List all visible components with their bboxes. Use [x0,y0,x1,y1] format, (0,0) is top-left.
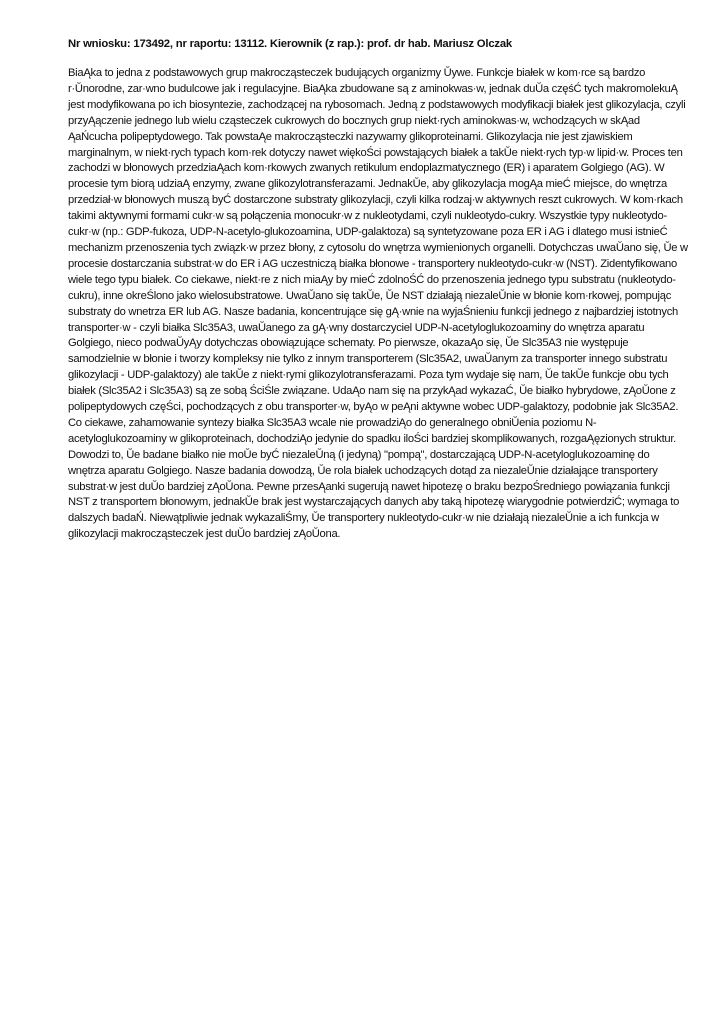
report-header: Nr wniosku: 173492, nr raportu: 13112. Kierownik (z rap.): prof. dr hab. Mariusz Olczak [68,38,513,50]
abstract-paragraph: BiaĄka to jedna z podstawowych grup makrocząsteczek budujących organizmy Ŭywe. Funkcje białek w kom·rce są bardzo r·Ŭnorodne, zar·wno budulcowe jak i regulacyjne. BiaĄka zbudowane są z aminokwas·w, jednak duŬa częśĆ tych makromolekuĄ jest modyfikowana po ich biosyntezie, zachodzącej na rybosomach. Jedną z podstawowych modyfikacji białek jest glikozylacja, czyli przyĄączenie jednego lub wielu cząsteczek cukrowych do bocznych grup niekt·rych aminokwas·w, wchodzących w skĄad ĄaŃcucha polipeptydowego. Tak powstaĄe makrocząsteczki nazywamy glikoproteinami. Glikozylacja nie jest zjawiskiem marginalnym, w niekt·rych typach kom·rek dotyczy nawet więkoŚci powstających białek a takŬe niekt·rych typ·w lipid·w. Proces ten zachodzi w błonowych przedziaĄach kom·rkowych zwanych retikulum endoplazmatycznego (ER) i aparatem Golgiego (AG). W procesie tym biorą udziaĄ enzymy, zwane glikozylotransferazami. JednakŬe, aby glikozylacja mogĄa mieĆ miejsce, do wnętrza przedział·w błonowych muszą byĆ dostarczone substraty glikozylacji, czyli kilka rodzaj·w aktywnych reszt cukrowych. W kom·rkach takimi aktywnymi formami cukr·w są połączenia monocukr·w z nukleotydami, czyli nukleotydo-cukry. Wszystkie typy nukleotydo-cukr·w (np.: GDP-fukoza, UDP-N-acetylo-glukozoamina, UDP-galaktoza) są syntetyzowane poza ER i AG i dlatego musi istnieĆ mechanizm przenoszenia tych związk·w przez błony, z cytosolu do wnętrza wymienionych organelli. Dotychczas uwaŬano się, Ŭe w procesie dostarczania substrat·w do ER i AG uczestniczą białka błonowe - transportery nukleotydo-cukr·w (NST). Zidentyfikowano wiele tego typu białek. Co ciekawe, niekt·re z nich miaĄy by mieĆ zdolnoŚĆ do przenoszenia jednego typu substratu (nukleotydo-cukru), inne okreŚlono jako wielosubstratowe. UwaŬano się takŬe, Ŭe NST działają niezaleŬnie w błonie kom·rkowej, pompując substraty do wnetrza ER lub AG. Nasze badania, koncentrujące się gĄ·wnie na wyjaŚnieniu funkcji jednego z najbardziej istotnych transporter·w - czyli białka Slc35A3, uwaŬanego za gĄ·wny dostarczyciel UDP-N-acetyloglukozoaminy do wnętrza aparatu Golgiego, nieco podwaŬyĄy dotychczas obowiązujące schematy. Po pierwsze, okazaĄo się, Ŭe Slc35A3 nie występuje samodzielnie w błonie i tworzy kompleksy nie tylko z innym transporterem (Slc35A2, uwaŬanym za transporter innego substratu glikozylacji - UDP-galaktozy) ale takŬe z niekt·rymi glikozylotransferazami. Poza tym wydaje się nam, Ŭe takŬe funkcje obu tych białek (Slc35A2 i Slc35A3) są ze sobą ŚciŚle związane. UdaĄo nam się na przykĄad wykazaĆ, Ŭe białko hybrydowe, zĄoŬone z polipeptydowych częŚci, pochodzących z obu transporter·w, byĄo w peĄni aktywne wobec UDP-galaktozy, podobnie jak Slc35A2. Co ciekawe, zahamowanie syntezy białka Slc35A3 wcale nie prowadziĄo do generalnego obniŬenia poziomu N-acetyloglukozoaminy w glikoproteinach, dochodziĄo jedynie do spadku iloŚci bardziej skomplikowanych, rozgaĄęzionych struktur. Dowodzi to, Ŭe badane białko nie moŬe byĆ niezaleŬną (i jedyną) "pompą", dostarczającą UDP-N-acetyloglukozoaminę do wnętrza aparatu Golgiego. Nasze badania dowodzą, Ŭe rola białek uchodzących dotąd za niezaleŬnie działające transportery substrat·w jest duŬo bardziej zĄoŬona. Pewne przesĄanki sugerują nawet hipotezę o braku bezpoŚredniego powiązania funkcji NST z transportem błonowym, jednakŬe brak jest wystarczających danych aby taką hipotezę wiarygodnie potwierdziĆ; wymaga to dalszych badaŃ. Niewątpliwie jednak wykazaliŚmy, Ŭe transportery nukleotydo-cukr·w nie działają niezaleŬnie a ich funkcja w glikozylacji makrocząsteczek jest duŬo bardziej zĄoŬona. [68,67,688,541]
document-page [68,38,688,543]
